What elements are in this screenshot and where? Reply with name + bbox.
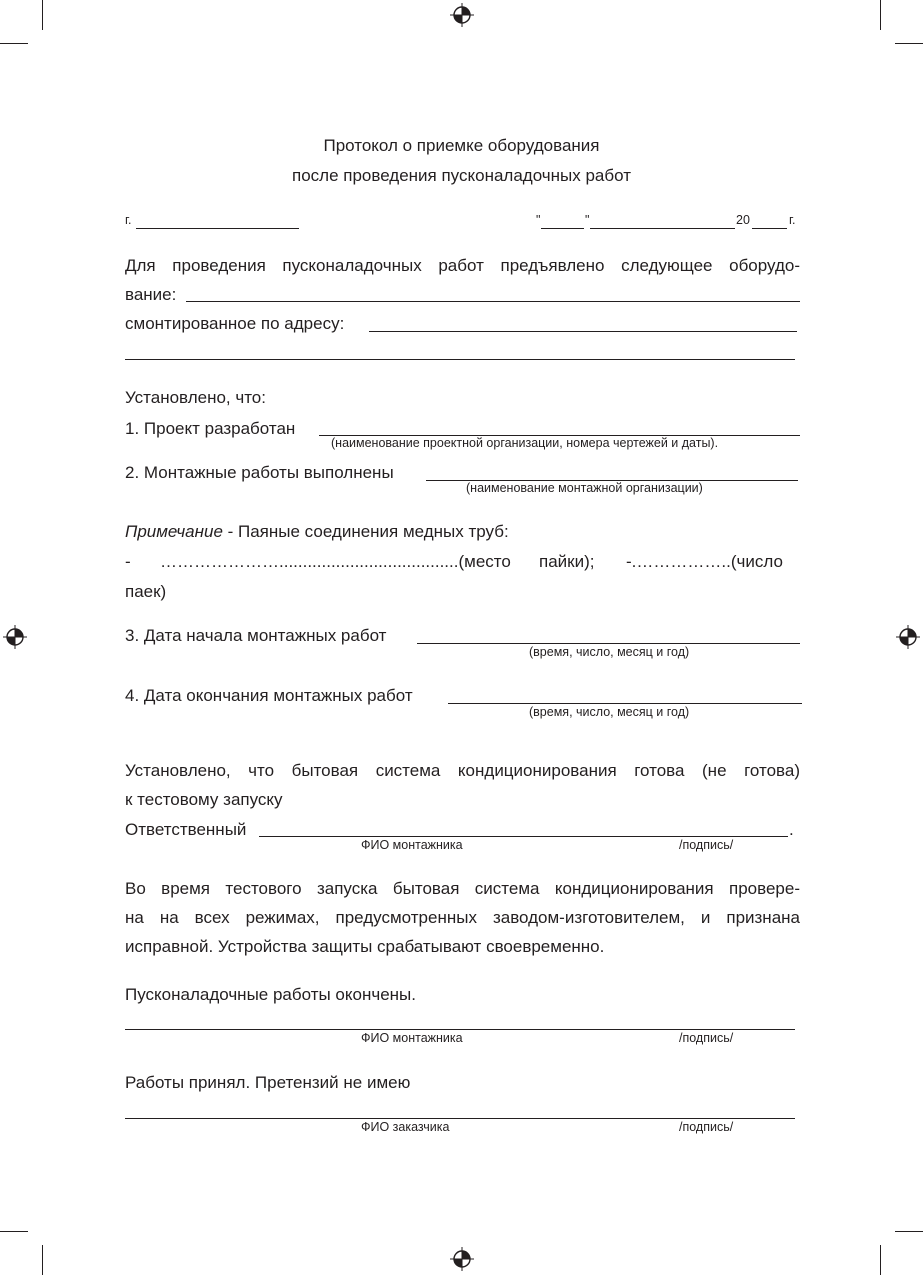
test-line-1: Во время тестового запуска бытовая система кондиционирования провере- [125, 879, 800, 898]
address-field-line-2[interactable] [125, 359, 795, 360]
ready-line-2: к тестовому запуску [125, 790, 283, 809]
crop-mark [42, 1245, 43, 1275]
note-line-b: …………………......................................(место [160, 552, 511, 571]
intro-line-1: Для проведения пусконаладочных работ предъявлено следующее оборудо- [125, 256, 800, 275]
note [125, 522, 509, 542]
date-quote-open: " [536, 213, 541, 227]
item-start-label: 3. Дата начала монтажных работ [125, 626, 387, 645]
note-line-c: пайки); [539, 552, 595, 571]
date-quote-close: " [585, 213, 590, 227]
registration-mark-icon [896, 625, 920, 649]
note-line-e: паек) [125, 582, 167, 601]
crop-mark [895, 1231, 923, 1232]
test-line-2: на на всех режимах, предусмотренных заводом-изготовителем, и признана [125, 908, 800, 927]
crop-mark [0, 43, 28, 44]
crop-mark [880, 1245, 881, 1275]
title-line-1: Протокол о приемке оборудования [323, 136, 600, 155]
registration-mark-icon [3, 625, 27, 649]
date-month-field[interactable] [590, 228, 735, 229]
established-heading: Установлено, что: [125, 388, 266, 407]
note-line-d: -.……………..(число [626, 552, 783, 571]
address-label: смонтированное по адресу: [125, 314, 345, 333]
start-date-field[interactable] [417, 643, 800, 644]
note-label: Примечание [125, 522, 223, 541]
installer-fio-hint: ФИО монтажника [361, 1031, 463, 1045]
install-hint: (наименование монтажной организации) [466, 481, 703, 495]
item-install-label: 2. Монтажные работы выполнены [125, 463, 394, 482]
ready-line-1: Установлено, что бытовая система кондиционирования готова (не готова) [125, 761, 800, 780]
registration-mark-icon [450, 3, 474, 27]
test-line-3: исправной. Устройства защиты срабатывают своевременно. [125, 937, 605, 956]
crop-mark [42, 0, 43, 30]
end-hint: (время, число, месяц и год) [529, 705, 690, 719]
responsible-signature-hint: /подпись/ [679, 838, 734, 852]
crop-mark [0, 1231, 28, 1232]
note-text: - Паяные соединения медных труб: [222, 522, 509, 541]
intro-line-2: вание: [125, 285, 177, 304]
finished-text: Пусконаладочные работы окончены. [125, 985, 416, 1004]
crop-mark [880, 0, 881, 30]
responsible-label: Ответственный [125, 820, 247, 839]
city-field[interactable] [136, 228, 299, 229]
responsible-end: . [789, 820, 794, 839]
customer-fio-hint: ФИО заказчика [361, 1120, 450, 1134]
item-project-label: 1. Проект разработан [125, 419, 296, 438]
end-date-field[interactable] [448, 703, 802, 704]
responsible-fio-hint: ФИО монтажника [361, 838, 463, 852]
customer-signature-field[interactable] [125, 1118, 795, 1119]
date-year-prefix: 20 [736, 213, 750, 227]
note-line-a: - [125, 552, 131, 571]
crop-mark [895, 43, 923, 44]
item-end-label: 4. Дата окончания монтажных работ [125, 686, 413, 705]
city-prefix: г. [125, 213, 132, 227]
date-year-suffix: г. [789, 213, 796, 227]
date-year-field[interactable] [752, 228, 787, 229]
accepted-text: Работы принял. Претензий не имею [125, 1073, 411, 1092]
start-hint: (время, число, месяц и год) [529, 645, 690, 659]
installer-signature-hint: /подпись/ [679, 1031, 734, 1045]
project-hint: (наименование проектной организации, номера чертежей и даты). [331, 436, 719, 450]
date-day-field[interactable] [541, 228, 584, 229]
equipment-field[interactable] [186, 301, 800, 302]
responsible-field[interactable] [259, 836, 788, 837]
address-field[interactable] [369, 331, 797, 332]
installer-signature-field[interactable] [125, 1029, 795, 1030]
title-line-2: после проведения пусконаладочных работ [292, 166, 631, 185]
customer-signature-hint: /подпись/ [679, 1120, 734, 1134]
registration-mark-icon [450, 1247, 474, 1271]
